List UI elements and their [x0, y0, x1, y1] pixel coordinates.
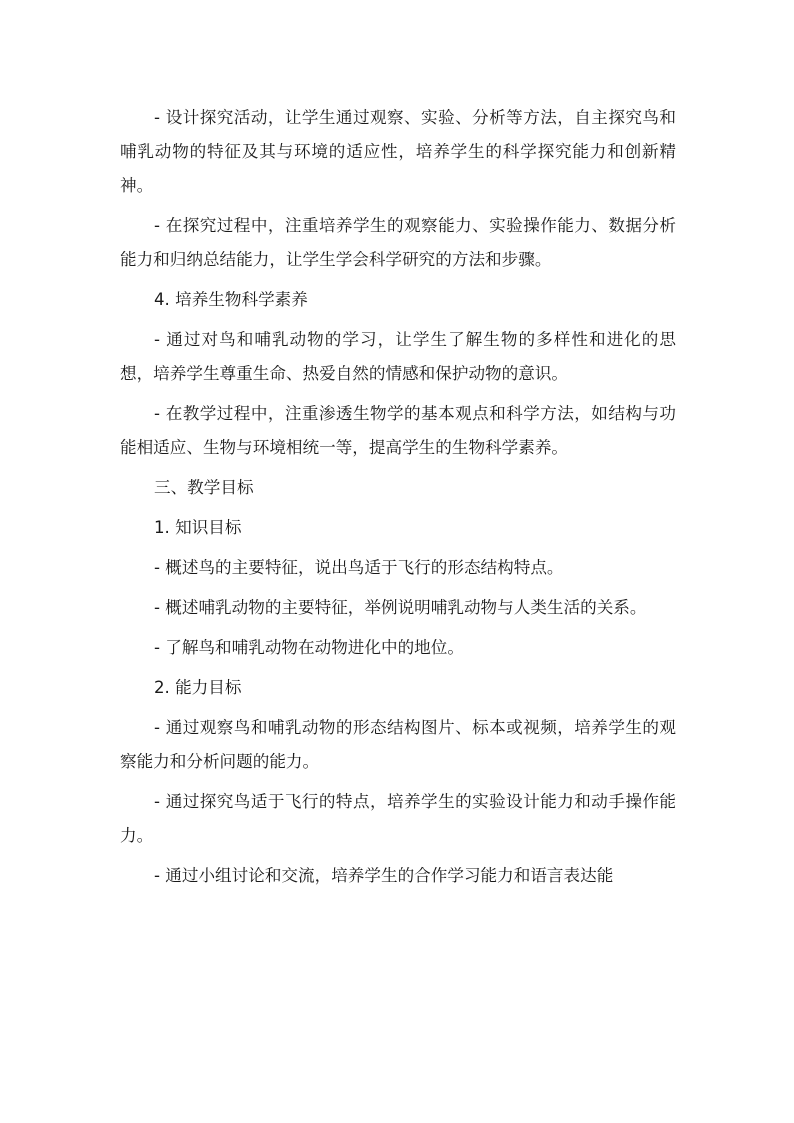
paragraph-inquiry-activity: - 设计探究活动，让学生通过观察、实验、分析等方法，自主探究鸟和哺乳动物的特征及其与环境的适应性，培养学生的科学探究能力和创新精神。 — [120, 108, 676, 195]
document-body — [120, 101, 676, 899]
heading-teaching-objectives: 三、教学目标 — [154, 478, 254, 497]
paragraph-evolution-status: - 了解鸟和哺乳动物在动物进化中的地位。 — [154, 638, 464, 657]
paragraph-observation-ability: - 通过观察鸟和哺乳动物的形态结构图片、标本或视频，培养学生的观察能力和分析问题的能力。 — [120, 718, 676, 771]
paragraph-scientific-methods: - 在教学过程中，注重渗透生物学的基本观点和科学方法，如结构与功能相适应、生物与环境相统一等，提高学生的生物科学素养。 — [120, 404, 676, 457]
paragraph-group-discussion: - 通过小组讨论和交流，培养学生的合作学习能力和语言表达能 — [154, 866, 614, 885]
paragraph-bird-features: - 概述鸟的主要特征，说出鸟适于飞行的形态结构特点。 — [154, 558, 564, 577]
heading-biology-literacy: 4. 培养生物科学素养 — [154, 290, 308, 309]
heading-ability-objectives: 2. 能力目标 — [154, 678, 242, 697]
paragraph-inquiry-process: - 在探究过程中，注重培养学生的观察能力、实验操作能力、数据分析能力和归纳总结能力，让学生学会科学研究的方法和步骤。 — [120, 216, 676, 269]
heading-knowledge-objectives: 1. 知识目标 — [154, 518, 242, 537]
paragraph-experiment-design: - 通过探究鸟适于飞行的特点，培养学生的实验设计能力和动手操作能力。 — [120, 792, 676, 845]
paragraph-mammal-features: - 概述哺乳动物的主要特征，举例说明哺乳动物与人类生活的关系。 — [154, 598, 647, 617]
paragraph-diversity-evolution: - 通过对鸟和哺乳动物的学习，让学生了解生物的多样性和进化的思想，培养学生尊重生命、热爱自然的情感和保护动物的意识。 — [120, 330, 676, 383]
